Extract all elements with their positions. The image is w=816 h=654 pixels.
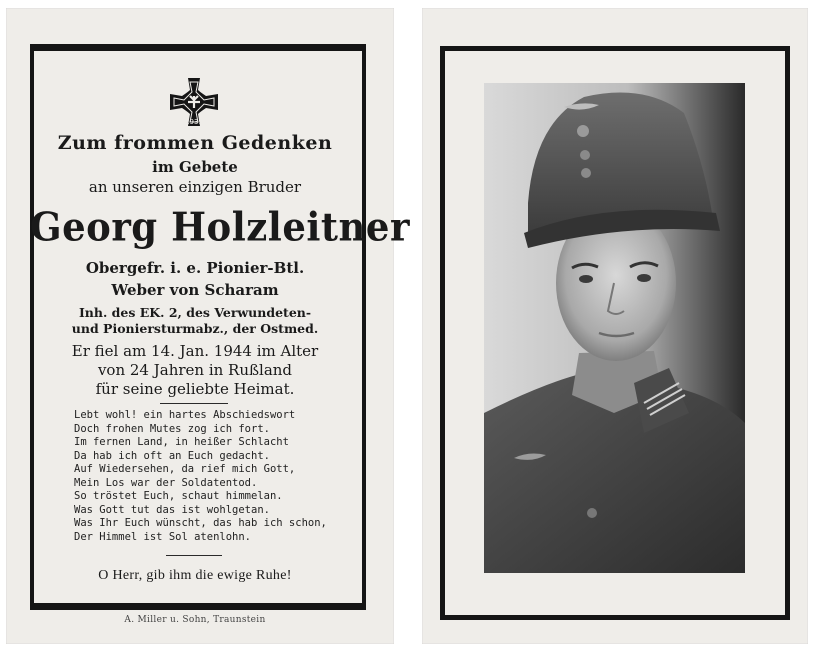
- divider-top: [160, 403, 228, 404]
- poem-line: Auf Wiedersehen, da rief mich Gott,: [74, 463, 296, 475]
- death-line-3: für seine geliebte Heimat.: [95, 380, 295, 398]
- heading-line-1: Zum frommen Gedenken: [57, 132, 333, 154]
- awards-line-2: und Pioniersturmabz., der Ostmed.: [71, 321, 319, 336]
- death-line-2: von 24 Jahren in Rußland: [97, 361, 293, 379]
- farewell-poem: [74, 409, 334, 544]
- closing-prayer: O Herr, gib ihm die ewige Ruhe!: [98, 568, 292, 583]
- heading-line-3: an unseren einzigen Bruder: [88, 178, 302, 196]
- divider-bottom: [166, 555, 222, 556]
- svg-text:1939: 1939: [185, 118, 203, 126]
- poem-line: Was Gott tut das ist wohlgetan.: [74, 503, 270, 516]
- origin-line: Weber von Scharam: [111, 281, 279, 299]
- poem-line: So tröstet Euch, schaut himmelan.: [74, 490, 283, 502]
- poem-line: Mein Los war der Soldatentod.: [74, 476, 258, 489]
- poem-line: Was Ihr Euch wünscht, das hab ich schon,: [74, 517, 327, 529]
- poem-line: Im fernen Land, in heißer Schlacht: [74, 436, 289, 448]
- death-line-1: Er fiel am 14. Jan. 1944 im Alter: [71, 342, 319, 360]
- poem-line: Doch frohen Mutes zog ich fort.: [74, 422, 270, 435]
- poem-line: Da hab ich oft an Euch gedacht.: [74, 449, 270, 462]
- poem-line: Lebt wohl! ein hartes Abschiedswort: [74, 409, 296, 421]
- iron-cross-icon: [166, 74, 222, 130]
- poem-line: Der Himmel ist Sol atenlohn.: [74, 530, 252, 543]
- portrait-photo: [484, 83, 745, 573]
- printer-imprint: A. Miller u. Sohn, Traunstein: [124, 615, 266, 625]
- military-rank: Obergefr. i. e. Pionier-Btl.: [85, 259, 305, 277]
- heading-line-2: im Gebete: [152, 158, 238, 176]
- awards-line-1: Inh. des EK. 2, des Verwundeten-: [78, 305, 312, 320]
- deceased-name: Georg Holzleitner: [30, 203, 410, 251]
